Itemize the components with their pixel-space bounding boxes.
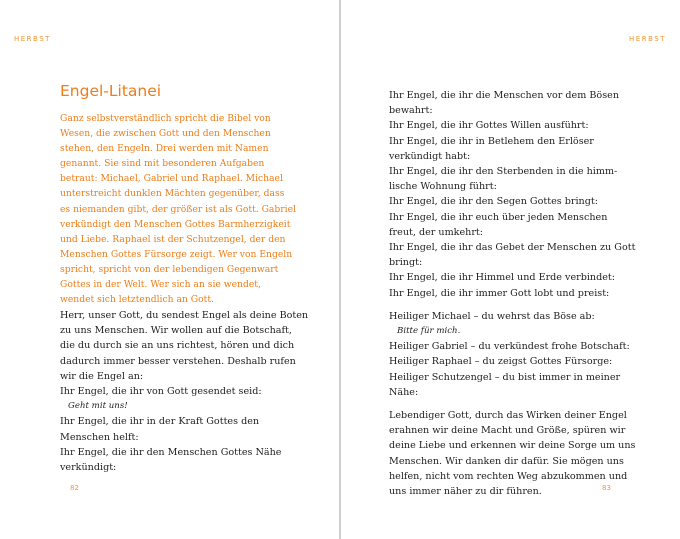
- closing-line: deine Liebe und erkennen wir deine Sorge um uns: [389, 440, 636, 452]
- saint-line: Nähe:: [389, 386, 419, 398]
- right-page: [341, 0, 680, 539]
- intro-line: und Liebe. Raphael ist der Schutzengel, der den: [60, 233, 286, 245]
- closing-line: uns immer näher zu dir führen.: [389, 486, 542, 498]
- intro-line: es niemanden gibt, der größer ist als Gott. Gabriel: [60, 203, 296, 215]
- saint-line: Heiliger Schutzengel – du bist immer in meiner: [389, 371, 621, 383]
- litany-line: Ihr Engel, die ihr immer Gott lobt und preist:: [389, 287, 610, 299]
- litany-line: verkündigt habt:: [389, 150, 471, 162]
- closing-line: helfen, nicht vom rechten Weg abzukommen und: [389, 470, 628, 482]
- prayer-line: wir die Engel an:: [60, 370, 144, 382]
- intro-line: betraut: Michael, Gabriel und Raphael. Michael: [60, 173, 283, 185]
- prayer-line: dadurch immer besser verstehen. Deshalb rufen: [60, 355, 296, 367]
- prayer-line: verkündigt:: [60, 462, 117, 474]
- intro-line: Gottes in der Welt. Wer sich an sie wendet,: [60, 279, 261, 291]
- saint-line: Heiliger Michael – du wehrst das Böse ab:: [389, 310, 595, 322]
- litany-line: bringt:: [389, 257, 423, 269]
- intro-line: wendet sich letztendlich an Gott.: [60, 294, 214, 306]
- page-title: Engel-Litanei: [60, 82, 162, 100]
- litany-line: Ihr Engel, die ihr den Sterbenden in die himm-: [389, 166, 618, 178]
- saint-line: Heiliger Gabriel – du verkündest frohe Botschaft:: [389, 341, 630, 353]
- litany-line: freut, der umkehrt:: [389, 226, 484, 238]
- closing-line: Menschen. Wir danken dir dafür. Sie mögen uns: [389, 455, 624, 467]
- prayer-line: Ihr Engel, die ihr von Gott gesendet seid:: [60, 386, 262, 398]
- prayer-line: die du durch sie an uns richtest, hören und dich: [60, 340, 295, 352]
- intro-line: spricht, spricht von der lebendigen Gegenwart: [60, 263, 279, 275]
- intro-line: Menschen Gottes Fürsorge zeigt. Wer von Engeln: [60, 248, 293, 260]
- intro-line: Ganz selbstverständlich spricht die Bibel von: [60, 113, 271, 124]
- left-page: [0, 0, 339, 539]
- prayer-body-right: [389, 88, 644, 499]
- litany-line: Ihr Engel, die ihr die Menschen vor dem Bösen: [389, 90, 619, 101]
- litany-line: Ihr Engel, die ihr euch über jeden Menschen: [389, 211, 608, 223]
- page-number-right: 83: [602, 484, 611, 492]
- intro-line: genannt. Sie sind mit besonderen Aufgaben: [60, 158, 265, 170]
- litany-line: bewahrt:: [389, 105, 433, 117]
- intro-line: Wesen, die zwischen Gott und den Menschen: [60, 128, 271, 140]
- litany-line: Ihr Engel, die ihr das Gebet der Menschen zu Gott: [389, 242, 636, 254]
- litany-line: Ihr Engel, die ihr in Betlehem den Erlöser: [389, 135, 594, 147]
- saint-line: Heiliger Raphael – du zeigst Gottes Fürsorge:: [389, 356, 613, 368]
- intro-paragraph: [60, 111, 296, 307]
- prayer-line: Ihr Engel, die ihr den Menschen Gottes Nähe: [60, 446, 282, 458]
- prayer-line: Ihr Engel, die ihr in der Kraft Gottes den: [60, 416, 260, 428]
- running-head-left: HERBST: [14, 35, 51, 43]
- litany-line: Ihr Engel, die ihr Gottes Willen ausführt:: [389, 120, 589, 132]
- prayer-line: Herr, unser Gott, du sendest Engel als deine Boten: [60, 310, 309, 321]
- litany-line: Ihr Engel, die ihr Himmel und Erde verbindet:: [389, 272, 616, 284]
- paragraph-gap: [389, 400, 644, 408]
- intro-line: verkündigt den Menschen Gottes Barmherzigkeit: [60, 218, 291, 230]
- response-line: Bitte für mich.: [397, 326, 461, 337]
- paragraph-gap: [389, 301, 644, 309]
- litany-line: Ihr Engel, die ihr den Segen Gottes bringt:: [389, 196, 598, 208]
- prayer-line: zu uns Menschen. Wir wollen auf die Botschaft,: [60, 325, 292, 337]
- closing-line: Lebendiger Gott, durch das Wirken deiner Engel: [389, 410, 627, 422]
- prayer-line: Menschen helft:: [60, 431, 139, 443]
- intro-line: stehen, den Engeln. Drei werden mit Namen: [60, 143, 269, 155]
- prayer-body-left: [60, 308, 309, 475]
- running-head-right: HERBST: [629, 35, 666, 43]
- intro-line: unterstreicht dunklen Mächten gegenüber, dass: [60, 188, 285, 200]
- response-line: Geht mit uns!: [68, 401, 128, 412]
- litany-line: lische Wohnung führt:: [389, 181, 497, 193]
- page-number-left: 82: [70, 484, 79, 492]
- closing-line: erahnen wir deine Macht und Größe, spüren wir: [389, 425, 626, 437]
